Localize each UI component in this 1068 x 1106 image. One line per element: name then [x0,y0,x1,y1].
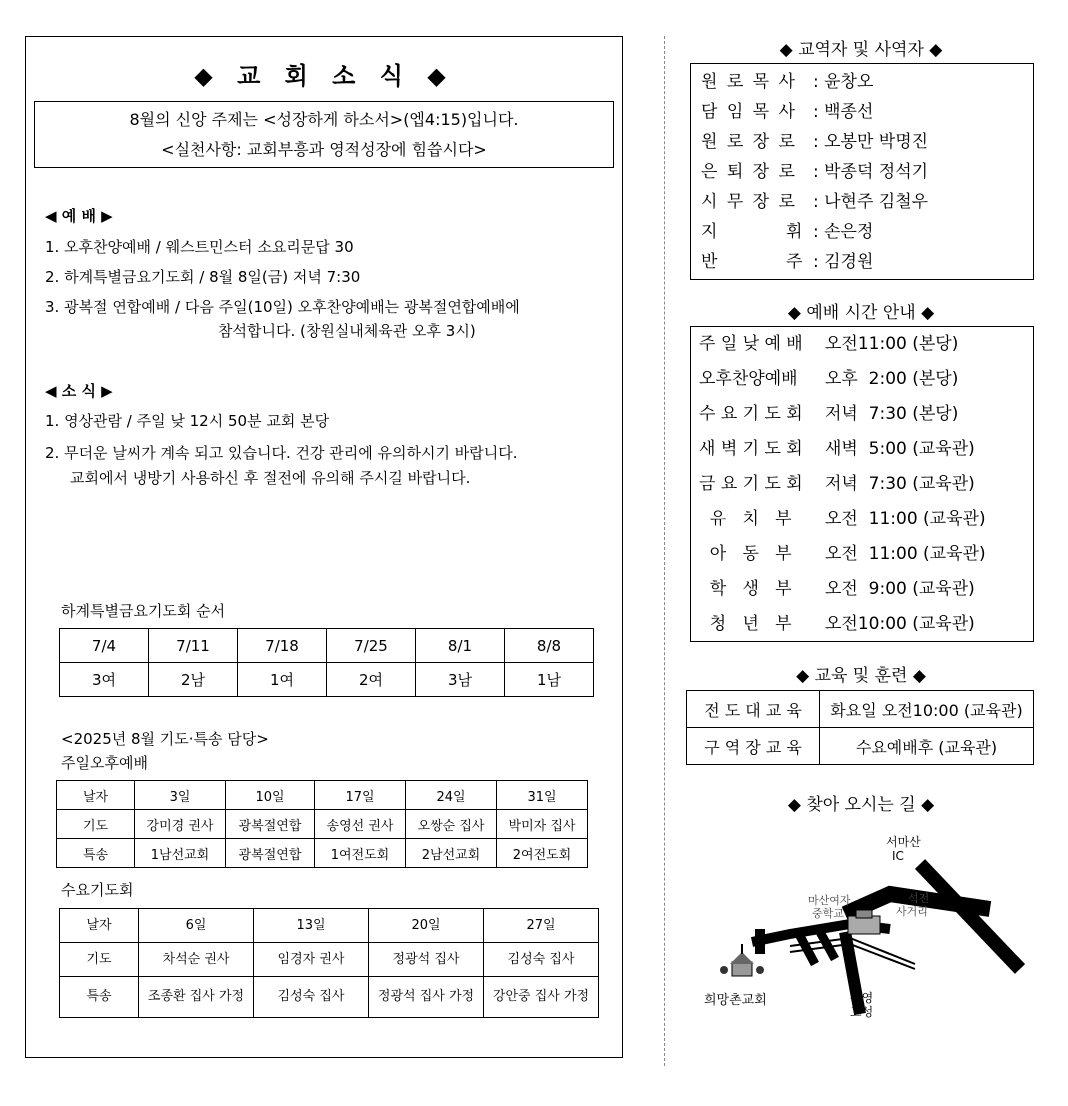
table-cell: 오쌍순 집사 [406,810,497,839]
table-cell: 20일 [369,909,484,943]
table-cell: 2남선교회 [406,839,497,868]
staff-name: : 손은정 [813,222,874,242]
date-cell: 8/1 [416,629,505,663]
staff-role: 시 무 장 로 [701,192,797,212]
table-cell: 구 역 장 교 육 [687,728,820,765]
worship-time-row [699,432,975,467]
table-cell: 화요일 오전10:00 (교육관) [820,691,1034,728]
group-cell: 3남 [416,663,505,697]
table-row [60,943,599,977]
map-label-ic: 서마산 [886,835,921,849]
staff-name: : 박종덕 정석기 [813,162,929,182]
table-cell: 10일 [226,781,315,810]
table-cell: 정광석 집사 [369,943,484,977]
table-row [687,691,1034,728]
summer-prayer-table [59,628,594,697]
date-cell: 7/18 [238,629,327,663]
duty-title: <2025년 8월 기도·특송 담당> [61,730,269,748]
sunday-duty-table [56,780,588,868]
table-cell: 김성숙 집사 [484,943,599,977]
worship-time-row [699,572,975,607]
worship-time-row [699,607,975,642]
staff-role: 원 로 목 사 [701,72,797,92]
table-cell: 광복절연합 [226,810,315,839]
service-time: 오전 11:00 (교육관) [825,544,986,564]
table-cell: 김성숙 집사 [254,977,369,1018]
date-cell: 7/11 [149,629,238,663]
news-section-header: ◀ 소 식 ▶ [45,382,113,400]
worship-time-row [699,467,975,502]
table-row [57,839,588,868]
staff-row [701,127,928,157]
service-name: 금 요 기 도 회 [699,474,803,494]
table-row [687,728,1034,765]
table-cell: 6일 [139,909,254,943]
table-cell: 2여전도회 [497,839,588,868]
staff-row [701,67,873,97]
staff-role: 지 휘 [701,222,805,242]
staff-row [701,157,928,187]
service-time: 오전10:00 (교육관) [825,614,975,634]
worship-section-header: ◀ 예 배 ▶ [45,207,113,225]
service-name: 아 동 부 [699,544,792,564]
table-cell: 13일 [254,909,369,943]
table-cell: 전 도 대 교 육 [687,691,820,728]
service-name: 주 일 낮 예 배 [699,334,803,354]
service-time: 저녁 7:30 (본당) [825,404,959,424]
staff-role: 원 로 장 로 [701,132,797,152]
staff-name: : 백종선 [813,102,874,122]
staff-name: : 오봉만 박명진 [813,132,929,152]
news-item: 1. 영상관람 / 주일 낮 12시 50분 교회 본당 [45,412,330,430]
staff-title: ◆ 교역자 및 사역자 ◆ [779,40,943,60]
table-cell: 차석순 권사 [139,943,254,977]
table-cell: 박미자 집사 [497,810,588,839]
table-cell: 17일 [315,781,406,810]
news-item-continued: 교회에서 냉방기 사용하신 후 절전에 유의해 주시길 바랍니다. [70,469,471,487]
map-label-dest2: 고성 [850,1005,874,1019]
map-label-school2: 중학교 [812,907,844,920]
table-row [57,781,588,810]
worship-time-row [699,537,986,572]
staff-name: : 나현주 김철우 [813,192,929,212]
staff-row [701,247,873,277]
staff-row [701,187,928,217]
table-cell: 조종환 집사 가정 [139,977,254,1018]
map-label-cross: 석전 [908,892,930,905]
table-cell: 기도 [60,943,139,977]
table-cell: 날자 [57,781,135,810]
worship-item: 1. 오후찬양예배 / 웨스트민스터 소요리문답 30 [45,238,354,256]
group-cell: 1여 [238,663,327,697]
table-cell: 3일 [135,781,226,810]
worship-times-title: ◆ 예배 시간 안내 ◆ [787,303,935,323]
service-name: 수 요 기 도 회 [699,404,803,424]
staff-role: 담 임 목 사 [701,102,797,122]
table-cell: 1남선교회 [135,839,226,868]
theme-line: 8월의 신앙 주제는 <성장하게 하소서>(엡4:15)입니다. [129,110,519,129]
service-name: 유 치 부 [699,509,792,529]
table-row [60,977,599,1018]
worship-time-row [699,502,986,537]
table-cell: 27일 [484,909,599,943]
map-label-school: 마산여자 [808,894,851,907]
education-table [686,690,1034,765]
service-time: 오전 11:00 (교육관) [825,509,986,529]
worship-item: 2. 하계특별금요기도회 / 8월 8일(금) 저녁 7:30 [45,268,361,286]
table-cell: 31일 [497,781,588,810]
table-cell: 강안중 집사 가정 [484,977,599,1018]
table-cell: 1여전도회 [315,839,406,868]
table-cell: 강미경 권사 [135,810,226,839]
map-label-cross2: 사거리 [896,905,928,918]
sunday-afternoon-title: 주일오후예배 [61,754,148,772]
map-label-church: 희망촌교회 [704,993,767,1008]
page-title: ◆ 교 회 소 식 ◆ [194,62,454,90]
group-cell: 3여 [60,663,149,697]
service-time: 오전11:00 (본당) [825,334,959,354]
roads [752,864,1020,1014]
column-divider [664,36,665,1066]
staff-name: : 윤창오 [813,72,874,92]
service-name: 학 생 부 [699,579,792,599]
table-cell: 송영선 권사 [315,810,406,839]
worship-time-row [699,397,958,432]
map-label-ic2: IC [892,849,904,863]
worship-time-row [699,362,958,397]
table-cell: 정광석 집사 가정 [369,977,484,1018]
date-cell: 8/8 [505,629,594,663]
worship-time-row [699,327,958,362]
group-cell: 1남 [505,663,594,697]
staff-row [701,97,873,127]
directions-title: ◆ 찾아 오시는 길 ◆ [787,795,935,815]
table-row [60,909,599,943]
date-cell: 7/4 [60,629,149,663]
worship-times-box [690,326,1034,642]
group-cell: 2여 [327,663,416,697]
table-cell: 날자 [60,909,139,943]
staff-role: 은 퇴 장 로 [701,162,797,182]
monthly-theme-box [34,101,614,168]
wednesday-duty-table [59,908,599,1018]
table-cell: 24일 [406,781,497,810]
staff-role: 반 주 [701,252,805,272]
group-cell: 2남 [149,663,238,697]
wednesday-title: 수요기도회 [61,881,134,899]
table-cell: 수요예배후 (교육관) [820,728,1034,765]
service-name: 청 년 부 [699,614,792,634]
news-panel [25,36,623,1058]
table-cell: 특송 [60,977,139,1018]
table-cell: 기도 [57,810,135,839]
theme-practice-line: <실천사항: 교회부흥과 영적성장에 힘씁시다> [161,140,487,159]
service-time: 새벽 5:00 (교육관) [825,439,975,459]
table-row [60,663,594,697]
table-row [57,810,588,839]
worship-item-continued: 참석합니다. (창원실내체육관 오후 3시) [218,322,476,340]
table-cell: 특송 [57,839,135,868]
summer-prayer-title: 하계특별금요기도회 순서 [61,602,226,620]
table-cell: 광복절연합 [226,839,315,868]
service-time: 저녁 7:30 (교육관) [825,474,975,494]
staff-row [701,217,873,247]
service-name: 새 벽 기 도 회 [699,439,803,459]
education-title: ◆ 교육 및 훈련 ◆ [796,666,926,686]
service-time: 오후 2:00 (본당) [825,369,959,389]
news-item: 2. 무더운 날씨가 계속 되고 있습니다. 건강 관리에 유의하시기 바랍니다. [45,444,518,462]
directions-map [690,824,1034,1034]
staff-name: : 김경원 [813,252,874,272]
table-row [60,629,594,663]
map-label-dest: 통영 [850,991,874,1005]
staff-box [690,63,1034,280]
table-cell: 임경자 권사 [254,943,369,977]
worship-item: 3. 광복절 연합예배 / 다음 주일(10일) 오후찬양예배는 광복절연합예배에 [45,298,520,316]
date-cell: 7/25 [327,629,416,663]
service-time: 오전 9:00 (교육관) [825,579,975,599]
service-name: 오후찬양예배 [699,369,798,389]
